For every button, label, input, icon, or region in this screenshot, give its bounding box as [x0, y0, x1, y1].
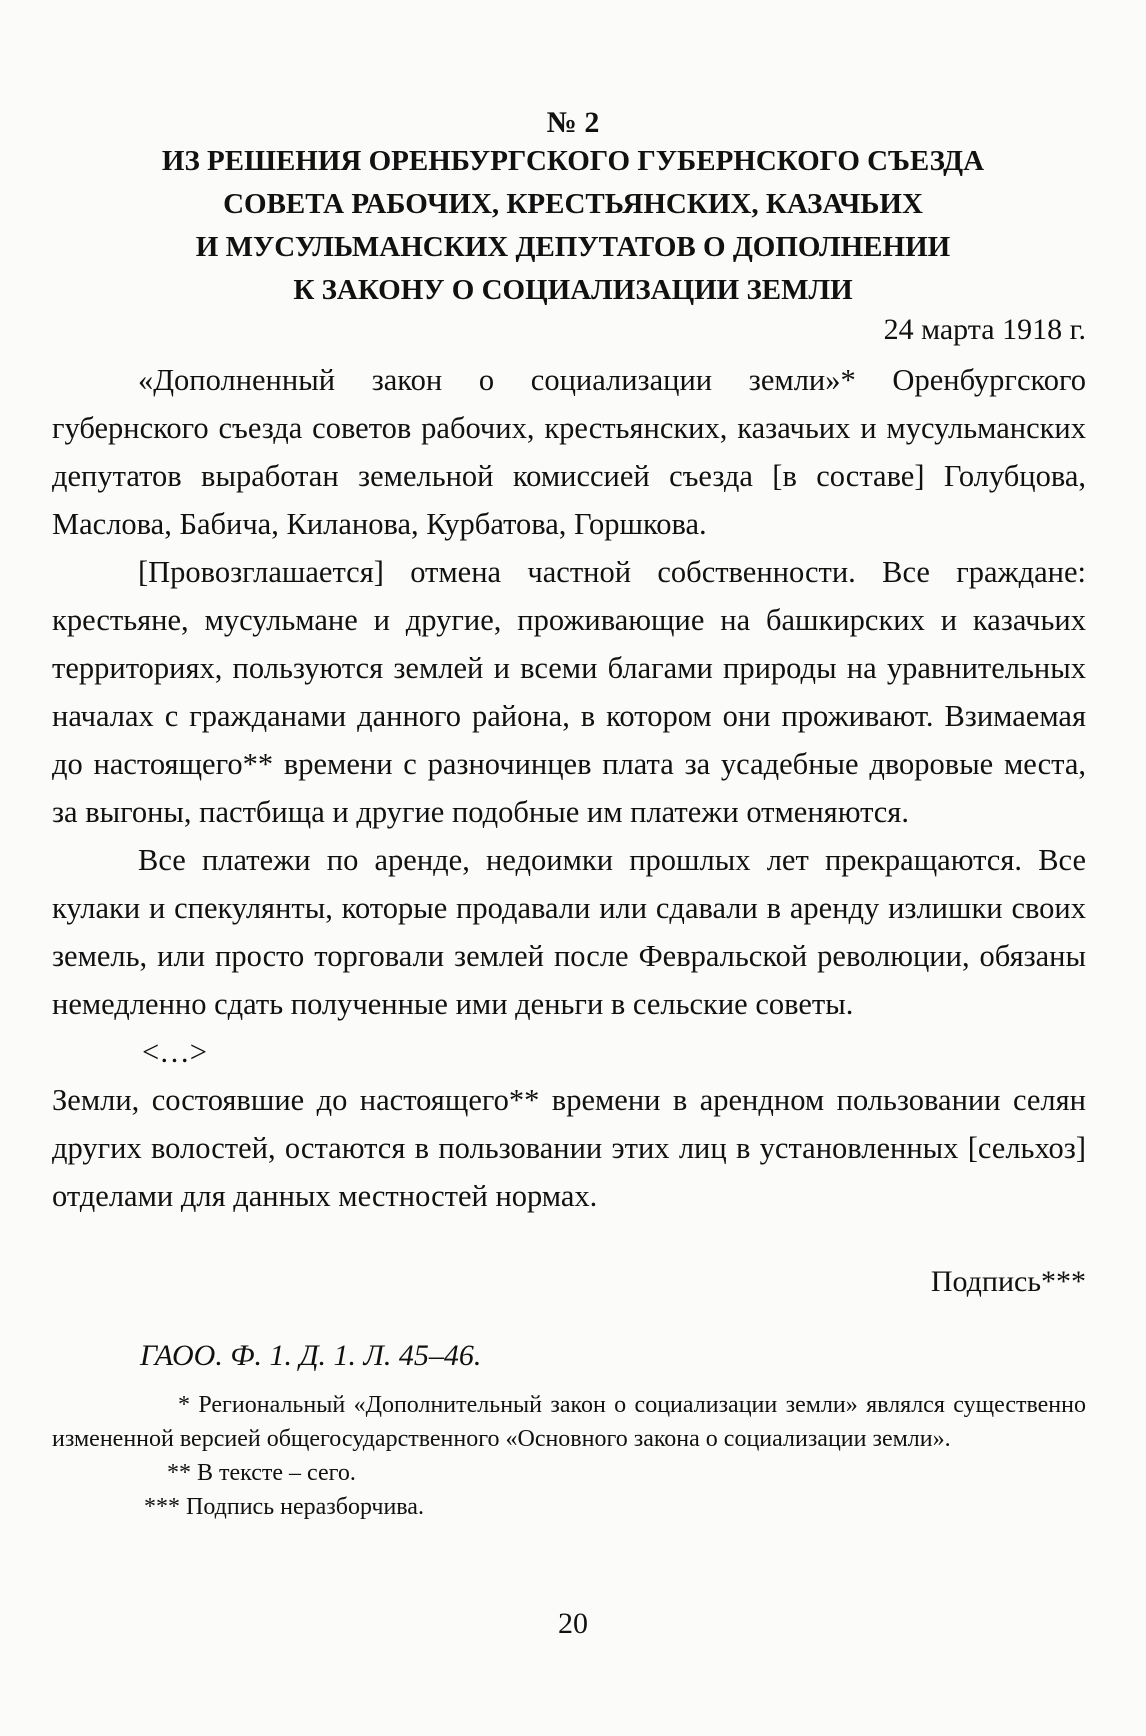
- body-paragraph: Земли, состоявшие до настоящего** времени в арендном пользовании селян других волостей, остаются в пользовании этих лиц в установленных [сельхоз] отделами для данных местностей нормах.: [52, 1083, 1086, 1213]
- body-paragraph: Все платежи по аренде, недоимки прошлых лет прекращаются. Все кулаки и спекулянты, которые продавали или сдавали в аренду излишки своих земель, или просто торговали землей после Февральской революции, обязаны немедленно сдать полученные ими деньги в сельские советы.: [52, 843, 1086, 1021]
- title-line: СОВЕТА РАБОЧИХ, КРЕСТЬЯНСКИХ, КАЗАЧЬИХ: [223, 188, 923, 220]
- omission-mark: <…>: [142, 1035, 207, 1069]
- body-paragraph: «Дополненный закон о социализации земли»* Оренбургского губернского съезда советов рабочих, крестьянских, казачьих и мусульманских депутатов выработан земельной комиссией съезда [в составе] Голубцова, Маслова, Бабича, Киланова, Курбатова, Горшкова.: [52, 363, 1086, 541]
- document-body: [52, 356, 1086, 1220]
- footnote: * Региональный «Дополнительный закон о социализации земли» являлся существенно измененной версией общегосударственного «Основного закона о социализации земли».: [52, 1392, 1086, 1452]
- footnote: *** Подпись неразборчива.: [144, 1494, 424, 1520]
- signature: Подпись***: [930, 1265, 1086, 1298]
- page-number: 20: [558, 1607, 588, 1640]
- document-date: 24 марта 1918 г.: [883, 313, 1086, 346]
- document-title: [90, 140, 1056, 312]
- footnote: ** В тексте – сего.: [167, 1460, 356, 1486]
- archive-reference: ГАОО. Ф. 1. Д. 1. Л. 45–46.: [140, 1339, 482, 1372]
- document-number: № 2: [546, 106, 600, 139]
- footnotes: [52, 1388, 1086, 1524]
- title-line: ИЗ РЕШЕНИЯ ОРЕНБУРГСКОГО ГУБЕРНСКОГО СЪЕЗДА: [161, 145, 985, 177]
- body-paragraph: [Провозглашается] отмена частной собственности. Все граждане: крестьяне, мусульмане и другие, проживающие на башкирских и казачьих территориях, пользуются землей и всеми благами природы на уравнительных началах с гражданами данного района, в котором они проживают. Взимаемая до настоящего** времени с разночинцев плата за усадебные дворовые места, за выгоны, пастбища и другие подобные им платежи отменяются.: [52, 555, 1086, 829]
- title-line: И МУСУЛЬМАНСКИХ ДЕПУТАТОВ О ДОПОЛНЕНИИ: [195, 231, 951, 263]
- title-line: К ЗАКОНУ О СОЦИАЛИЗАЦИИ ЗЕМЛИ: [293, 274, 853, 306]
